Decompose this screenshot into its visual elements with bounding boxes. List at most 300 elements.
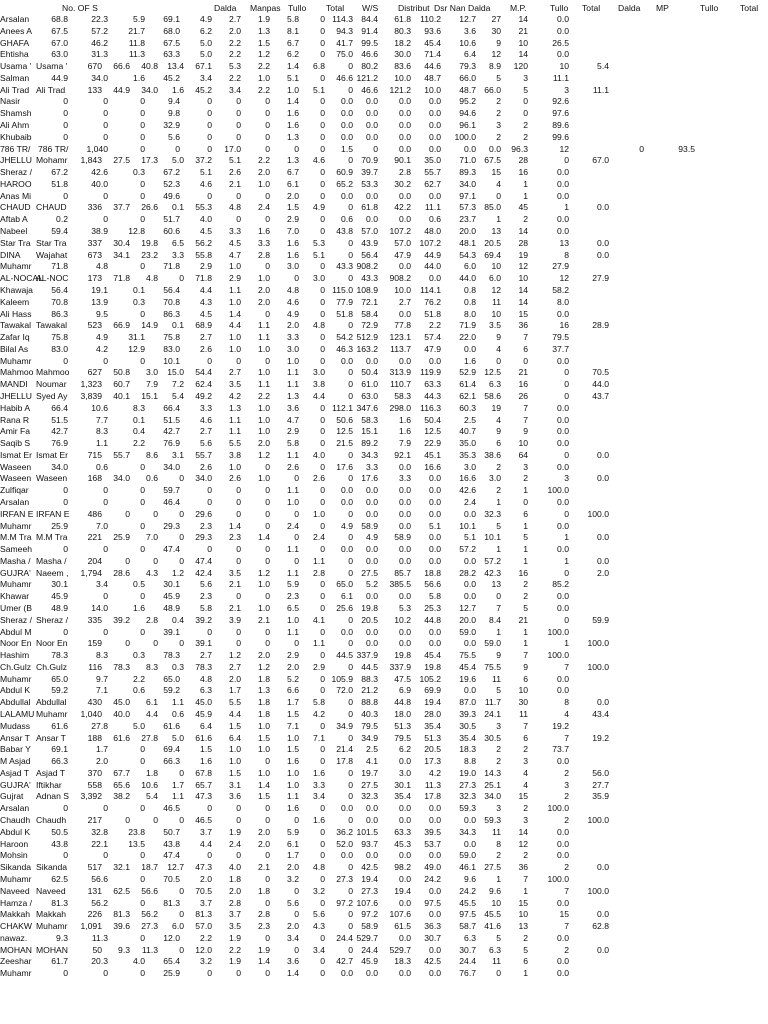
row-value-cell: 0.0	[429, 626, 441, 637]
table-row	[0, 814, 768, 826]
row-value-cell: 0	[236, 96, 241, 107]
row-value-cell: 0	[320, 284, 325, 295]
row-value-cell: 14	[518, 284, 528, 295]
row-value-cell: 0.5	[133, 579, 145, 590]
row-value-cell: 1.0	[258, 72, 270, 83]
row-value-cell: 3.1	[172, 449, 184, 460]
row-value-cell: 71.0	[459, 155, 476, 166]
row-name-cell: Mahmoo	[0, 367, 34, 378]
row-value-cell: 0	[265, 968, 270, 979]
row-value-cell: 1.7	[172, 779, 184, 790]
row-value-cell: 107.2	[389, 226, 411, 237]
row-value-cell: 3.3	[313, 779, 325, 790]
row-value-cell	[620, 802, 644, 814]
row-value-cell: 4	[523, 767, 528, 778]
row-value-cell: 4.9	[313, 202, 325, 213]
row-value-cell: 0	[140, 591, 145, 602]
row-value-cell	[620, 590, 644, 602]
row-value-cell: Waseen	[36, 473, 68, 484]
row-value-cell: 0	[639, 143, 644, 154]
row-value-cell: 15	[518, 897, 528, 908]
row-name-cell: Habib A	[0, 402, 31, 413]
row-name-cell: Khubaib	[0, 131, 32, 142]
row-value-cell: 13.5	[128, 838, 145, 849]
row-value-cell: 2.7	[200, 426, 212, 437]
row-value-cell: 1.0	[258, 603, 270, 613]
row-value-cell	[660, 461, 695, 473]
row-value-cell: 2.2	[258, 155, 270, 166]
row-value-cell: 370	[87, 767, 102, 778]
row-value-cell	[620, 897, 644, 909]
row-value-cell: 75.5	[484, 661, 501, 672]
row-value-cell: 4	[496, 178, 501, 189]
row-value-cell: 2.8	[258, 909, 270, 920]
row-value-cell: 7	[523, 332, 528, 343]
row-value-cell: 0	[294, 508, 299, 519]
row-value-cell: 0	[348, 862, 353, 873]
row-value-cell: 12.5	[424, 426, 441, 437]
row-value-cell: 61.8	[361, 202, 378, 213]
row-value-cell: 28.9	[592, 320, 609, 331]
row-value-cell: 42.2	[394, 202, 411, 213]
row-value-cell: 12.7	[459, 14, 476, 24]
row-value-cell: 4.3	[313, 921, 325, 932]
row-value-cell: 58.2	[552, 284, 569, 295]
row-value-cell: Sheraz /	[36, 614, 69, 625]
row-name-cell: JHELLU	[0, 390, 32, 401]
row-value-cell: 61.7	[51, 956, 68, 967]
row-name-cell: Sameeh	[0, 544, 33, 555]
row-value-cell	[620, 308, 644, 320]
row-name-cell: Muhamr	[0, 261, 32, 272]
row-value-cell: 336	[87, 202, 102, 213]
row-value-cell: 0	[265, 555, 270, 566]
row-value-cell: 6	[523, 508, 528, 519]
row-value-cell: Syed Ay	[36, 390, 68, 401]
row-value-cell: 0	[153, 555, 158, 566]
row-value-cell: 30.1	[51, 579, 68, 590]
row-value-cell: 110.2	[420, 14, 441, 24]
row-value-cell: 0.0	[557, 838, 569, 849]
row-value-cell: 0.0	[597, 202, 609, 213]
row-value-cell: 45.4	[424, 37, 441, 48]
row-value-cell: 0	[348, 885, 353, 896]
table-row	[0, 201, 768, 213]
row-value-cell: 43.7	[592, 390, 609, 401]
row-value-cell: 5.1	[313, 84, 325, 95]
row-value-cell: 2	[496, 108, 501, 119]
row-value-cell: 0	[523, 355, 528, 366]
row-value-cell: 1.1	[287, 567, 299, 578]
row-value-cell: 3.6	[287, 956, 299, 967]
row-value-cell: 0	[140, 803, 145, 814]
row-value-cell: 0	[103, 131, 108, 142]
row-value-cell: 2	[523, 744, 528, 755]
row-value-cell: 2	[496, 96, 501, 107]
row-value-cell: 52.0	[336, 838, 353, 849]
row-value-cell: 1.4	[287, 96, 299, 107]
row-value-cell: 7	[523, 720, 528, 731]
row-value-cell: 2.6	[313, 473, 325, 484]
row-value-cell: 0	[236, 850, 241, 861]
row-value-cell	[620, 520, 644, 532]
row-value-cell: 0.0	[399, 508, 411, 519]
row-value-cell: 715	[87, 449, 102, 460]
row-value-cell: 3.2	[287, 873, 299, 884]
row-value-cell: 0	[348, 815, 353, 826]
row-value-cell	[660, 107, 695, 119]
row-value-cell: 0.0	[557, 25, 569, 36]
row-value-cell: 3	[564, 779, 569, 790]
row-value-cell: 11.1	[424, 202, 441, 213]
row-value-cell: 0	[294, 638, 299, 649]
row-value-cell	[660, 72, 695, 84]
table-row	[0, 143, 768, 155]
row-value-cell: 25.9	[163, 968, 180, 979]
row-value-cell: 16	[518, 379, 528, 390]
row-value-cell: 0.6	[429, 214, 441, 225]
row-value-cell: 61.5	[394, 921, 411, 932]
row-value-cell: 6.1	[146, 697, 158, 708]
row-value-cell: 2.8	[146, 614, 158, 625]
table-row	[0, 60, 768, 72]
table-row	[0, 708, 768, 720]
row-value-cell	[660, 343, 695, 355]
row-value-cell: 159	[87, 638, 102, 649]
row-value-cell: 3.4	[287, 932, 299, 943]
row-value-cell: 1,040	[86, 143, 108, 154]
row-value-cell: 21.4	[336, 744, 353, 755]
row-value-cell: 45.9	[163, 591, 180, 602]
row-value-cell: 65.6	[113, 779, 130, 790]
row-value-cell: 85.0	[484, 202, 501, 213]
row-value-cell	[620, 343, 644, 355]
row-name-cell: Muhamr	[0, 673, 32, 684]
row-value-cell	[620, 967, 644, 979]
row-value-cell	[620, 25, 644, 37]
row-value-cell: 2.0	[597, 567, 609, 578]
row-value-cell: 114.3	[332, 14, 353, 24]
row-value-cell: 63.3	[163, 49, 180, 60]
row-value-cell: 0	[320, 131, 325, 142]
row-value-cell: 0.0	[557, 520, 569, 531]
row-value-cell: 56.0	[592, 767, 609, 778]
row-value-cell: 0.0	[429, 473, 441, 484]
row-value-cell: 3	[496, 120, 501, 131]
table-row	[0, 355, 768, 367]
row-value-cell: 0	[320, 226, 325, 237]
row-value-cell: 0	[103, 626, 108, 637]
row-name-cell: Noor En	[0, 638, 32, 649]
row-value-cell: 68.8	[51, 14, 68, 24]
row-value-cell: 2.0	[258, 650, 270, 661]
row-value-cell: 0	[320, 626, 325, 637]
row-value-cell: 2	[523, 473, 528, 484]
row-value-cell: 670	[87, 61, 102, 72]
row-value-cell: 5.4	[172, 390, 184, 401]
table-row	[0, 343, 768, 355]
row-value-cell: 2.7	[229, 367, 241, 378]
row-value-cell: 7	[523, 402, 528, 413]
row-value-cell: 0.0	[557, 461, 569, 472]
row-value-cell	[660, 543, 695, 555]
row-value-cell: 5	[496, 932, 501, 943]
row-value-cell: 28	[518, 155, 528, 166]
row-value-cell: 49.2	[195, 390, 212, 401]
row-value-cell: 0	[207, 626, 212, 637]
row-value-cell: 3.0	[399, 767, 411, 778]
row-value-cell: 0	[103, 850, 108, 861]
row-value-cell: 6.4	[200, 720, 212, 731]
row-value-cell: 1.6	[287, 108, 299, 119]
row-value-cell: 44.9	[424, 249, 441, 260]
row-value-cell: 45.5	[484, 909, 501, 920]
row-value-cell: 28.6	[113, 567, 130, 578]
row-value-cell: 0.0	[366, 96, 378, 107]
row-value-cell: 4.5	[229, 237, 241, 248]
row-value-cell: 0.2	[56, 214, 68, 225]
row-value-cell: 5	[523, 603, 528, 613]
row-value-cell: 12	[559, 273, 569, 284]
row-value-cell: 25.3	[424, 603, 441, 613]
row-value-cell: 46.1	[459, 862, 476, 873]
row-value-cell: 55.7	[113, 449, 130, 460]
table-row	[0, 567, 768, 579]
row-value-cell: 1	[496, 214, 501, 225]
row-value-cell: 1.0	[229, 744, 241, 755]
row-value-cell: 70.8	[163, 296, 180, 307]
row-value-cell: 2.3	[229, 532, 241, 543]
row-value-cell: 4.2	[429, 767, 441, 778]
row-name-cell: Abdul M	[0, 626, 32, 637]
row-value-cell: 0.3	[133, 167, 145, 178]
row-value-cell: 25.9	[113, 532, 130, 543]
row-value-cell: 61.8	[394, 14, 411, 24]
row-value-cell: 55.7	[424, 167, 441, 178]
row-value-cell: 1.4	[287, 968, 299, 979]
row-value-cell: 0.0	[399, 496, 411, 507]
table-row	[0, 838, 768, 850]
row-value-cell: 12.5	[484, 367, 501, 378]
row-value-cell: 10	[491, 308, 501, 319]
table-row	[0, 696, 768, 708]
row-value-cell: 0	[140, 873, 145, 884]
row-value-cell: 1.8	[258, 709, 270, 720]
row-value-cell: 18.0	[394, 709, 411, 720]
row-value-cell: 6.7	[287, 167, 299, 178]
row-name-cell: Muhamr	[0, 968, 32, 979]
row-value-cell: 2.2	[229, 72, 241, 83]
row-value-cell: 57.2	[459, 544, 476, 555]
row-value-cell	[660, 178, 695, 190]
row-value-cell	[660, 25, 695, 37]
row-value-cell: 55.3	[195, 202, 212, 213]
row-value-cell: 0	[265, 756, 270, 767]
row-value-cell: 69.4	[163, 744, 180, 755]
row-value-cell: 47.4	[163, 850, 180, 861]
row-value-cell: 1.1	[287, 379, 299, 390]
table-row	[0, 284, 768, 296]
row-value-cell: 5.4	[597, 61, 609, 72]
row-value-cell: 0	[265, 897, 270, 908]
row-name-cell: Abdul K	[0, 685, 31, 696]
row-value-cell: 2.7	[229, 14, 241, 24]
row-value-cell: 0	[265, 485, 270, 496]
row-value-cell: 2.3	[258, 921, 270, 932]
row-value-cell: 2.2	[229, 49, 241, 60]
table-row	[0, 602, 768, 614]
row-value-cell: 9	[496, 426, 501, 437]
row-value-cell: 24.2	[424, 873, 441, 884]
row-value-cell: 0.0	[366, 638, 378, 649]
row-value-cell: 1.6	[287, 249, 299, 260]
row-value-cell: 0	[348, 944, 353, 955]
row-value-cell: 98.2	[394, 862, 411, 873]
row-value-cell: 2.5	[464, 414, 476, 425]
row-value-cell: 28	[518, 237, 528, 248]
table-row	[0, 661, 768, 673]
row-value-cell: 56.4	[163, 284, 180, 295]
row-value-cell: 2.0	[258, 296, 270, 307]
row-value-cell: 10.0	[394, 72, 411, 83]
row-value-cell: 2	[564, 944, 569, 955]
table-row	[0, 543, 768, 555]
row-value-cell: 115.0	[332, 284, 353, 295]
row-value-cell: 0.0	[429, 190, 441, 201]
row-value-cell: 2.0	[229, 673, 241, 684]
row-value-cell: 27.5	[361, 779, 378, 790]
row-value-cell: 0	[320, 355, 325, 366]
row-value-cell: 11.1	[552, 72, 569, 83]
row-value-cell: 1.0	[258, 178, 270, 189]
row-value-cell: 1.5	[287, 744, 299, 755]
row-value-cell: 0	[179, 473, 184, 484]
row-value-cell: 38.9	[91, 226, 108, 237]
row-value-cell: 1.0	[313, 508, 325, 519]
row-value-cell: 35.0	[459, 438, 476, 449]
row-value-cell: 2.9	[287, 214, 299, 225]
row-value-cell: 0	[265, 461, 270, 472]
row-value-cell: 2.9	[287, 650, 299, 661]
row-value-cell: 4.5	[200, 308, 212, 319]
row-value-cell: 107.2	[419, 237, 441, 248]
row-value-cell: 2.6	[200, 461, 212, 472]
row-value-cell: 81.3	[163, 897, 180, 908]
header-cell: Distribut	[398, 3, 430, 13]
table-row	[0, 861, 768, 873]
row-name-cell: Ali Hass	[0, 308, 32, 319]
row-value-cell: 5.6	[287, 897, 299, 908]
row-value-cell: 10	[518, 909, 528, 920]
row-value-cell: 11.1	[592, 84, 609, 95]
row-value-cell: 76.7	[459, 968, 476, 979]
row-name-cell: Ali Ahm	[0, 120, 30, 131]
row-value-cell: 18.7	[141, 862, 158, 873]
row-value-cell: 12.7	[167, 862, 184, 873]
row-value-cell: 48.1	[459, 237, 476, 248]
row-value-cell: 11.3	[91, 932, 108, 943]
row-value-cell	[660, 496, 695, 508]
row-value-cell: 0.0	[399, 355, 411, 366]
row-value-cell: 72.0	[336, 685, 353, 696]
header-cell: MP	[656, 3, 669, 13]
row-value-cell: 0.0	[557, 591, 569, 602]
row-value-cell: 18.3	[394, 956, 411, 967]
row-value-cell: 0.0	[557, 190, 569, 201]
row-value-cell: 94.3	[336, 25, 353, 36]
row-value-cell: 66.3	[163, 756, 180, 767]
row-value-cell: 6.6	[287, 685, 299, 696]
row-value-cell: 76.2	[424, 296, 441, 307]
row-value-cell: 19.2	[552, 720, 569, 731]
row-value-cell: 2.8	[229, 897, 241, 908]
row-value-cell: 1.2	[258, 49, 270, 60]
table-row	[0, 272, 768, 284]
row-value-cell: 4.4	[200, 838, 212, 849]
row-value-cell: 4.6	[287, 296, 299, 307]
row-value-cell: 0.0	[366, 108, 378, 119]
row-name-cell: Hashim	[0, 650, 30, 661]
row-value-cell: 0.0	[429, 131, 441, 142]
row-value-cell: 3.0	[287, 343, 299, 354]
row-value-cell	[620, 720, 644, 732]
row-value-cell: 2.7	[200, 332, 212, 343]
row-value-cell: 100.0	[587, 638, 609, 649]
row-value-cell: 0	[140, 968, 145, 979]
row-value-cell: 27.9	[552, 261, 569, 272]
row-value-cell	[620, 484, 644, 496]
row-value-cell: 0	[63, 496, 68, 507]
row-name-cell: Babar Y	[0, 744, 31, 755]
row-value-cell: 64	[518, 449, 528, 460]
table-row	[0, 95, 768, 107]
row-value-cell: 58.9	[361, 520, 378, 531]
row-value-cell: 1.8	[258, 673, 270, 684]
row-value-cell: 73.7	[552, 744, 569, 755]
row-value-cell: 7	[564, 921, 569, 932]
row-value-cell: 4.8	[229, 202, 241, 213]
row-value-cell: Mohamr	[36, 155, 68, 166]
row-value-cell: 1.6	[172, 84, 184, 95]
row-value-cell: 15.0	[167, 367, 184, 378]
row-value-cell: 4.8	[313, 862, 325, 873]
row-name-cell: Sikanda	[0, 862, 32, 873]
row-value-cell: 30.1	[394, 779, 411, 790]
row-value-cell: 24.4	[459, 956, 476, 967]
row-value-cell: 56.6	[141, 885, 158, 896]
row-value-cell: 100.0	[547, 803, 569, 814]
row-value-cell: 0.0	[341, 96, 353, 107]
row-value-cell: 0	[236, 485, 241, 496]
row-value-cell: 27.3	[459, 779, 476, 790]
row-value-cell: 1.1	[313, 638, 325, 649]
row-value-cell: 94.6	[459, 108, 476, 119]
row-name-cell: Chaudh	[0, 815, 31, 826]
row-value-cell: 100.0	[547, 873, 569, 884]
row-name-cell: Masha /	[0, 555, 31, 566]
row-value-cell: 0.0	[557, 226, 569, 237]
row-value-cell: Abdullal	[36, 697, 67, 708]
row-value-cell: 16.6	[459, 473, 476, 484]
row-value-cell: 92.1	[394, 449, 411, 460]
row-value-cell: 0	[179, 508, 184, 519]
row-value-cell: 41.7	[336, 37, 353, 48]
row-value-cell: 49.0	[424, 862, 441, 873]
row-value-cell: 53.7	[424, 838, 441, 849]
row-value-cell	[620, 755, 644, 767]
row-value-cell: 5.6	[200, 579, 212, 590]
row-value-cell: 0.0	[557, 496, 569, 507]
